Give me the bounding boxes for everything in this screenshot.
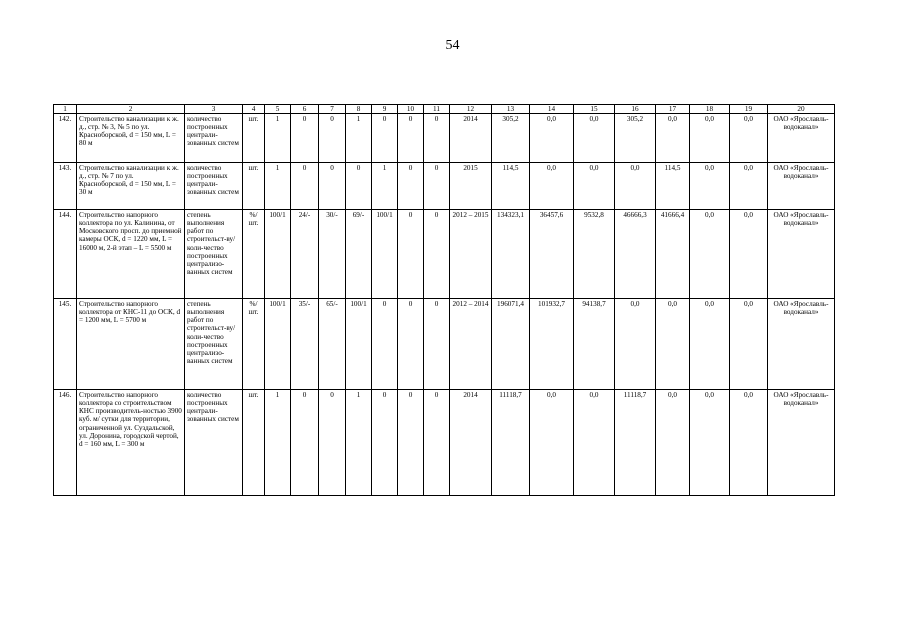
column-number-header: 15 [574, 105, 615, 114]
indicator-name-cell: количество построенных централи-зованных систем [185, 390, 243, 496]
value-2012-cell: 35/- [291, 299, 319, 390]
funding-2017-cell: 0,0 [730, 299, 768, 390]
column-number-header: 12 [450, 105, 492, 114]
column-number-header: 19 [730, 105, 768, 114]
executor-cell: ОАО «Ярославль-водоканал» [768, 210, 835, 299]
funding-2012-cell: 0,0 [530, 163, 574, 210]
value-2017-cell: 0 [424, 210, 450, 299]
unit-cell: %/ шт. [243, 210, 265, 299]
table-row [54, 299, 835, 390]
implementation-period-cell: 2014 [450, 390, 492, 496]
value-2017-cell: 0 [424, 299, 450, 390]
value-2013-cell: 0 [319, 114, 346, 163]
row-number-cell: 144. [54, 210, 77, 299]
executor-cell: ОАО «Ярославль-водоканал» [768, 163, 835, 210]
funding-2014-cell: 305,2 [615, 114, 656, 163]
column-number-header: 9 [372, 105, 398, 114]
value-2014-cell: 0 [346, 163, 372, 210]
funding-2013-cell: 9532,8 [574, 210, 615, 299]
value-2012-cell: 0 [291, 114, 319, 163]
target-value-cell: 100/1 [265, 299, 291, 390]
funding-2013-cell: 94138,7 [574, 299, 615, 390]
funding-total-cell: 134323,1 [492, 210, 530, 299]
column-number-header: 16 [615, 105, 656, 114]
value-2014-cell: 100/1 [346, 299, 372, 390]
funding-2012-cell: 0,0 [530, 114, 574, 163]
funding-2017-cell: 0,0 [730, 163, 768, 210]
value-2015-cell: 1 [372, 163, 398, 210]
funding-2015-cell: 41666,4 [656, 210, 690, 299]
value-2017-cell: 0 [424, 114, 450, 163]
table-row [54, 114, 835, 163]
value-2013-cell: 0 [319, 390, 346, 496]
value-2013-cell: 0 [319, 163, 346, 210]
value-2017-cell: 0 [424, 390, 450, 496]
executor-cell: ОАО «Ярославль-водоканал» [768, 390, 835, 496]
value-2015-cell: 0 [372, 114, 398, 163]
column-number-header: 6 [291, 105, 319, 114]
implementation-period-cell: 2015 [450, 163, 492, 210]
column-number-header: 5 [265, 105, 291, 114]
funding-total-cell: 114,5 [492, 163, 530, 210]
target-value-cell: 1 [265, 163, 291, 210]
funding-2017-cell: 0,0 [730, 210, 768, 299]
implementation-period-cell: 2014 [450, 114, 492, 163]
program-table [53, 104, 835, 496]
measure-name-cell: Строительство канализации к ж. д., стр. № 3, № 5 по ул. Красноборской, d = 150 мм, L = 80 м [77, 114, 185, 163]
funding-2016-cell: 0,0 [690, 163, 730, 210]
implementation-period-cell: 2012 – 2014 [450, 299, 492, 390]
unit-cell: шт. [243, 163, 265, 210]
value-2016-cell: 0 [398, 163, 424, 210]
row-number-cell: 145. [54, 299, 77, 390]
column-number-header: 7 [319, 105, 346, 114]
row-number-cell: 146. [54, 390, 77, 496]
indicator-name-cell: степень выполнения работ по строительст-ву/ коли-чество построенных централизо-ванных систем [185, 210, 243, 299]
row-number-cell: 142. [54, 114, 77, 163]
column-number-header: 14 [530, 105, 574, 114]
measure-name-cell: Строительство канализации к ж. д., стр. № 7 по ул. Красноборской, d = 150 мм, L = 30 м [77, 163, 185, 210]
funding-2016-cell: 0,0 [690, 299, 730, 390]
funding-2013-cell: 0,0 [574, 390, 615, 496]
measure-name-cell: Строительство напорного коллектора со строительством КНС производитель-ностью 3900 куб. м/ сутки для территории, ограниченной ул. Суздальской, ул. Доронина, городской чертой, d = 160 мм, L = 300 м [77, 390, 185, 496]
funding-2016-cell: 0,0 [690, 114, 730, 163]
table-row [54, 390, 835, 496]
indicator-name-cell: количество построенных централи-зованных систем [185, 114, 243, 163]
value-2015-cell: 100/1 [372, 210, 398, 299]
funding-2015-cell: 0,0 [656, 299, 690, 390]
funding-2015-cell: 0,0 [656, 390, 690, 496]
value-2013-cell: 30/- [319, 210, 346, 299]
executor-cell: ОАО «Ярославль-водоканал» [768, 114, 835, 163]
column-number-header: 18 [690, 105, 730, 114]
funding-total-cell: 11118,7 [492, 390, 530, 496]
value-2017-cell: 0 [424, 163, 450, 210]
value-2014-cell: 1 [346, 390, 372, 496]
executor-cell: ОАО «Ярославль-водоканал» [768, 299, 835, 390]
funding-2014-cell: 0,0 [615, 163, 656, 210]
funding-2016-cell: 0,0 [690, 390, 730, 496]
funding-2013-cell: 0,0 [574, 114, 615, 163]
funding-2012-cell: 36457,6 [530, 210, 574, 299]
indicator-name-cell: степень выполнения работ по строительст-ву/ коли-чество построенных централизо-ванных систем [185, 299, 243, 390]
value-2014-cell: 1 [346, 114, 372, 163]
funding-2013-cell: 0,0 [574, 163, 615, 210]
target-value-cell: 1 [265, 390, 291, 496]
column-number-header: 10 [398, 105, 424, 114]
column-number-header: 11 [424, 105, 450, 114]
funding-total-cell: 196071,4 [492, 299, 530, 390]
value-2013-cell: 65/- [319, 299, 346, 390]
funding-2016-cell: 0,0 [690, 210, 730, 299]
value-2016-cell: 0 [398, 390, 424, 496]
value-2012-cell: 24/- [291, 210, 319, 299]
funding-2014-cell: 0,0 [615, 299, 656, 390]
value-2012-cell: 0 [291, 390, 319, 496]
funding-2012-cell: 0,0 [530, 390, 574, 496]
value-2012-cell: 0 [291, 163, 319, 210]
target-value-cell: 1 [265, 114, 291, 163]
table-row [54, 210, 835, 299]
value-2016-cell: 0 [398, 114, 424, 163]
page-number: 54 [445, 38, 460, 53]
column-number-header: 17 [656, 105, 690, 114]
column-number-header: 2 [77, 105, 185, 114]
column-number-header: 1 [54, 105, 77, 114]
column-number-header: 4 [243, 105, 265, 114]
funding-2012-cell: 101932,7 [530, 299, 574, 390]
indicator-name-cell: количество построенных централи-зованных систем [185, 163, 243, 210]
funding-2017-cell: 0,0 [730, 390, 768, 496]
funding-2014-cell: 46666,3 [615, 210, 656, 299]
unit-cell: шт. [243, 390, 265, 496]
measure-name-cell: Строительство напорного коллектора от КНС-11 до ОСК, d = 1200 мм, L = 5700 м [77, 299, 185, 390]
unit-cell: шт. [243, 114, 265, 163]
value-2014-cell: 69/- [346, 210, 372, 299]
implementation-period-cell: 2012 – 2015 [450, 210, 492, 299]
funding-2015-cell: 114,5 [656, 163, 690, 210]
column-number-header-row [54, 105, 835, 114]
funding-total-cell: 305,2 [492, 114, 530, 163]
funding-2017-cell: 0,0 [730, 114, 768, 163]
funding-2015-cell: 0,0 [656, 114, 690, 163]
column-number-header: 13 [492, 105, 530, 114]
value-2016-cell: 0 [398, 210, 424, 299]
target-value-cell: 100/1 [265, 210, 291, 299]
column-number-header: 8 [346, 105, 372, 114]
measure-name-cell: Строительство напорного коллектора по ул. Калинина, от Московского просп. до приемной камеры ОСК, d = 1220 мм, L = 16000 м, 2-й этап – L = 5500 м [77, 210, 185, 299]
column-number-header: 3 [185, 105, 243, 114]
row-number-cell: 143. [54, 163, 77, 210]
funding-2014-cell: 11118,7 [615, 390, 656, 496]
column-number-header: 20 [768, 105, 835, 114]
value-2015-cell: 0 [372, 299, 398, 390]
table-row [54, 163, 835, 210]
unit-cell: %/ шт. [243, 299, 265, 390]
value-2015-cell: 0 [372, 390, 398, 496]
value-2016-cell: 0 [398, 299, 424, 390]
